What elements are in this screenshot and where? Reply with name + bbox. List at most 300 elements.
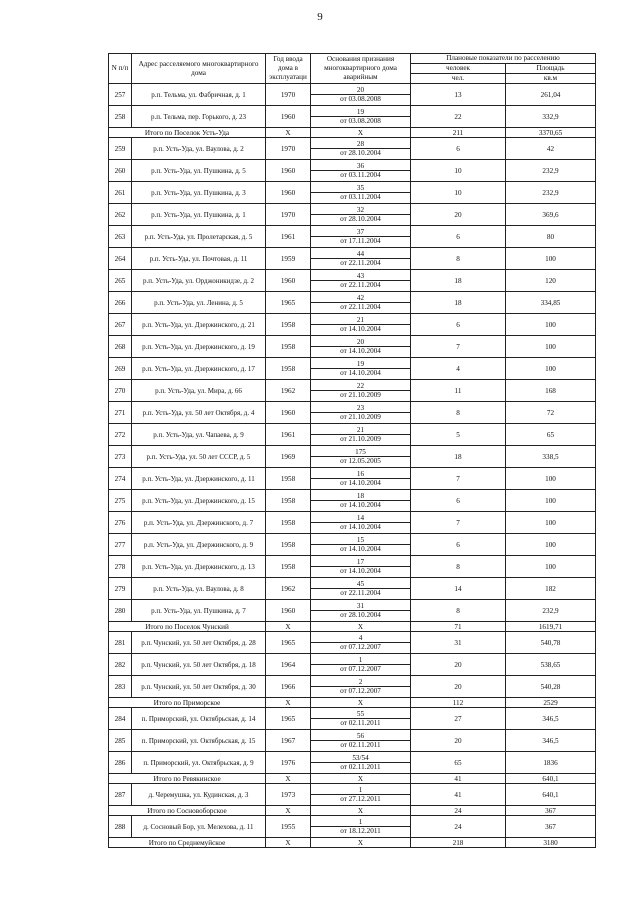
row-area: 100 xyxy=(506,314,596,336)
total-row xyxy=(109,128,596,138)
row-people: 20 xyxy=(411,730,506,752)
row-basis-date: от 28.10.2004 xyxy=(311,215,411,226)
header-basis: Основания признания многоквартирного дома аварийным xyxy=(311,54,411,84)
row-address: р.п. Усть-Уда, ул. Дзержинского, д. 17 xyxy=(132,358,266,380)
row-basis-number: 53/54 xyxy=(311,752,411,763)
table-row xyxy=(109,752,596,763)
row-basis-number: 19 xyxy=(311,106,411,117)
table-row xyxy=(109,730,596,741)
table-row xyxy=(109,248,596,259)
row-people: 11 xyxy=(411,380,506,402)
row-people: 7 xyxy=(411,512,506,534)
total-basis: X xyxy=(311,622,411,632)
row-basis-date: от 18.12.2011 xyxy=(311,827,411,838)
row-area: 100 xyxy=(506,512,596,534)
table-row xyxy=(109,160,596,171)
row-people: 24 xyxy=(411,816,506,838)
row-people: 31 xyxy=(411,632,506,654)
row-basis-number: 45 xyxy=(311,578,411,589)
row-number: 283 xyxy=(109,676,132,698)
table-row xyxy=(109,270,596,281)
total-people: 41 xyxy=(411,774,506,784)
table-row xyxy=(109,226,596,237)
row-basis-number: 35 xyxy=(311,182,411,193)
row-year: 1965 xyxy=(266,292,311,314)
total-label: Итого по Сосновоборское xyxy=(109,806,266,816)
row-number: 277 xyxy=(109,534,132,556)
table-row xyxy=(109,578,596,589)
row-area: 182 xyxy=(506,578,596,600)
row-year: 1964 xyxy=(266,654,311,676)
row-area: 232,9 xyxy=(506,182,596,204)
row-basis-date: от 03.11.2004 xyxy=(311,171,411,182)
row-year: 1958 xyxy=(266,490,311,512)
resettlement-table xyxy=(108,53,596,848)
row-area: 640,1 xyxy=(506,784,596,806)
row-area: 261,04 xyxy=(506,84,596,106)
total-area: 3180 xyxy=(506,838,596,848)
row-area: 334,85 xyxy=(506,292,596,314)
table-row xyxy=(109,380,596,391)
row-basis-date: от 28.10.2004 xyxy=(311,149,411,160)
row-address: р.п. Усть-Уда, ул. Орджоникидзе, д. 2 xyxy=(132,270,266,292)
row-basis-number: 20 xyxy=(311,336,411,347)
row-basis-number: 44 xyxy=(311,248,411,259)
row-year: 1962 xyxy=(266,578,311,600)
table-row xyxy=(109,446,596,457)
total-area: 1619,71 xyxy=(506,622,596,632)
row-address: р.п. Усть-Уда, ул. Дзержинского, д. 9 xyxy=(132,534,266,556)
row-address: р.п. Усть-Уда, ул. Пушкина, д. 3 xyxy=(132,182,266,204)
row-basis-number: 1 xyxy=(311,816,411,827)
row-address: р.п. Усть-Уда, ул. Пушкина, д. 7 xyxy=(132,600,266,622)
row-area: 332,9 xyxy=(506,106,596,128)
row-number: 275 xyxy=(109,490,132,512)
row-area: 100 xyxy=(506,336,596,358)
row-number: 267 xyxy=(109,314,132,336)
row-basis-number: 14 xyxy=(311,512,411,523)
row-basis-date: от 02.11.2011 xyxy=(311,741,411,752)
row-year: 1959 xyxy=(266,248,311,270)
row-basis-date: от 14.10.2004 xyxy=(311,545,411,556)
total-row xyxy=(109,838,596,848)
table-row xyxy=(109,534,596,545)
table-row xyxy=(109,654,596,665)
row-number: 266 xyxy=(109,292,132,314)
row-people: 6 xyxy=(411,490,506,512)
row-basis-date: от 17.11.2004 xyxy=(311,237,411,248)
row-basis-date: от 14.10.2004 xyxy=(311,567,411,578)
total-basis: X xyxy=(311,774,411,784)
total-row xyxy=(109,698,596,708)
row-basis-date: от 14.10.2004 xyxy=(311,523,411,534)
row-basis-number: 42 xyxy=(311,292,411,303)
row-basis-date: от 03.08.2008 xyxy=(311,117,411,128)
row-year: 1965 xyxy=(266,708,311,730)
row-number: 280 xyxy=(109,600,132,622)
table-row xyxy=(109,556,596,567)
header-year: Год ввода дома в эксплуатаци xyxy=(266,54,311,84)
row-address: р.п. Усть-Уда, ул. Дзержинского, д. 11 xyxy=(132,468,266,490)
row-address: р.п. Усть-Уда, ул. Дзержинского, д. 13 xyxy=(132,556,266,578)
row-basis-date: от 14.10.2004 xyxy=(311,325,411,336)
row-basis-number: 175 xyxy=(311,446,411,457)
row-number: 262 xyxy=(109,204,132,226)
total-people: 112 xyxy=(411,698,506,708)
row-number: 265 xyxy=(109,270,132,292)
row-address: р.п. Усть-Уда, ул. Дзержинского, д. 15 xyxy=(132,490,266,512)
row-basis-date: от 21.10.2009 xyxy=(311,413,411,424)
total-year: X xyxy=(266,698,311,708)
row-people: 18 xyxy=(411,292,506,314)
row-year: 1958 xyxy=(266,534,311,556)
row-people: 20 xyxy=(411,676,506,698)
row-basis-date: от 14.10.2004 xyxy=(311,479,411,490)
total-year: X xyxy=(266,838,311,848)
row-address: р.п. Усть-Уда, ул. Мира, д. 66 xyxy=(132,380,266,402)
row-year: 1960 xyxy=(266,182,311,204)
row-year: 1966 xyxy=(266,676,311,698)
table-row xyxy=(109,468,596,479)
row-number: 261 xyxy=(109,182,132,204)
row-basis-date: от 21.10.2009 xyxy=(311,391,411,402)
row-year: 1961 xyxy=(266,424,311,446)
row-basis-date: от 14.10.2004 xyxy=(311,347,411,358)
table-row xyxy=(109,512,596,523)
total-basis: X xyxy=(311,806,411,816)
row-basis-date: от 27.12.2011 xyxy=(311,795,411,806)
row-basis-number: 1 xyxy=(311,784,411,795)
row-area: 540,28 xyxy=(506,676,596,698)
row-address: р.п. Усть-Уда, ул. Пушкина, д. 1 xyxy=(132,204,266,226)
row-basis-number: 32 xyxy=(311,204,411,215)
row-basis-number: 2 xyxy=(311,676,411,687)
row-area: 100 xyxy=(506,490,596,512)
row-people: 8 xyxy=(411,248,506,270)
row-area: 538,65 xyxy=(506,654,596,676)
row-basis-number: 17 xyxy=(311,556,411,567)
row-people: 18 xyxy=(411,270,506,292)
total-people: 71 xyxy=(411,622,506,632)
row-area: 120 xyxy=(506,270,596,292)
header-plan: Плановые показатели по расселению xyxy=(411,54,596,64)
row-address: р.п. Усть-Уда, ул. Пушкина, д. 5 xyxy=(132,160,266,182)
total-basis: X xyxy=(311,838,411,848)
row-address: р.п. Тельма, ул. Фабричная, д. 1 xyxy=(132,84,266,106)
row-year: 1962 xyxy=(266,380,311,402)
row-basis-date: от 03.08.2008 xyxy=(311,95,411,106)
header-number: N п/п xyxy=(109,54,132,84)
total-label: Итого по Приморское xyxy=(109,698,266,708)
row-area: 100 xyxy=(506,556,596,578)
total-label: Итого по Поселок Чунский xyxy=(109,622,266,632)
table-row xyxy=(109,204,596,215)
row-address: р.п. Чунский, ул. 50 лет Октября, д. 18 xyxy=(132,654,266,676)
row-people: 13 xyxy=(411,84,506,106)
row-area: 168 xyxy=(506,380,596,402)
row-number: 263 xyxy=(109,226,132,248)
table-row xyxy=(109,314,596,325)
table-row xyxy=(109,708,596,719)
row-number: 287 xyxy=(109,784,132,806)
row-number: 268 xyxy=(109,336,132,358)
row-basis-number: 56 xyxy=(311,730,411,741)
row-year: 1976 xyxy=(266,752,311,774)
row-year: 1955 xyxy=(266,816,311,838)
row-year: 1969 xyxy=(266,446,311,468)
row-year: 1958 xyxy=(266,468,311,490)
row-year: 1960 xyxy=(266,600,311,622)
row-year: 1958 xyxy=(266,314,311,336)
row-basis-number: 4 xyxy=(311,632,411,643)
row-number: 273 xyxy=(109,446,132,468)
total-label: Итого по Ревякинское xyxy=(109,774,266,784)
row-year: 1960 xyxy=(266,106,311,128)
row-address: р.п. Усть-Уда, ул. Дзержинского, д. 19 xyxy=(132,336,266,358)
row-area: 232,9 xyxy=(506,160,596,182)
row-basis-number: 43 xyxy=(311,270,411,281)
row-address: р.п. Чунский, ул. 50 лет Октября, д. 28 xyxy=(132,632,266,654)
row-area: 100 xyxy=(506,468,596,490)
row-basis-number: 22 xyxy=(311,380,411,391)
row-number: 269 xyxy=(109,358,132,380)
total-area: 367 xyxy=(506,806,596,816)
row-number: 286 xyxy=(109,752,132,774)
row-people: 10 xyxy=(411,160,506,182)
row-year: 1958 xyxy=(266,336,311,358)
row-area: 42 xyxy=(506,138,596,160)
table-row xyxy=(109,600,596,611)
row-year: 1970 xyxy=(266,204,311,226)
total-row xyxy=(109,622,596,632)
row-basis-number: 21 xyxy=(311,314,411,325)
row-number: 258 xyxy=(109,106,132,128)
total-people: 218 xyxy=(411,838,506,848)
total-row xyxy=(109,774,596,784)
table-row xyxy=(109,336,596,347)
row-number: 271 xyxy=(109,402,132,424)
row-area: 100 xyxy=(506,248,596,270)
row-address: р.п. Усть-Уда, ул. Почтовая, д. 11 xyxy=(132,248,266,270)
header-people-unit: чел. xyxy=(411,74,506,84)
total-year: X xyxy=(266,622,311,632)
row-address: д. Сосновый Бор, ул. Мелехова, д. 11 xyxy=(132,816,266,838)
row-year: 1960 xyxy=(266,270,311,292)
row-year: 1973 xyxy=(266,784,311,806)
row-area: 369,6 xyxy=(506,204,596,226)
total-year: X xyxy=(266,128,311,138)
row-number: 278 xyxy=(109,556,132,578)
row-number: 281 xyxy=(109,632,132,654)
row-people: 10 xyxy=(411,182,506,204)
row-people: 41 xyxy=(411,784,506,806)
row-number: 282 xyxy=(109,654,132,676)
row-basis-date: от 14.10.2004 xyxy=(311,369,411,380)
table-row xyxy=(109,358,596,369)
row-basis-date: от 07.12.2007 xyxy=(311,643,411,654)
row-basis-date: от 02.11.2011 xyxy=(311,719,411,730)
row-basis-date: от 03.11.2004 xyxy=(311,193,411,204)
total-year: X xyxy=(266,774,311,784)
row-number: 285 xyxy=(109,730,132,752)
table-row xyxy=(109,292,596,303)
row-address: р.п. Усть-Уда, ул. Чапаева, д. 9 xyxy=(132,424,266,446)
row-basis-date: от 22.11.2004 xyxy=(311,589,411,600)
row-address: р.п. Чунский, ул. 50 лет Октября, д. 30 xyxy=(132,676,266,698)
row-people: 20 xyxy=(411,654,506,676)
row-basis-date: от 02.11.2011 xyxy=(311,763,411,774)
row-number: 288 xyxy=(109,816,132,838)
row-address: р.п. Усть-Уда, ул. 50 лет СССР, д. 5 xyxy=(132,446,266,468)
row-people: 6 xyxy=(411,534,506,556)
row-area: 346,5 xyxy=(506,730,596,752)
total-area: 640,1 xyxy=(506,774,596,784)
row-area: 540,78 xyxy=(506,632,596,654)
row-people: 6 xyxy=(411,138,506,160)
row-address: р.п. Усть-Уда, ул. Ленина, д. 5 xyxy=(132,292,266,314)
row-area: 346,5 xyxy=(506,708,596,730)
row-basis-number: 28 xyxy=(311,138,411,149)
row-area: 232,9 xyxy=(506,600,596,622)
row-people: 27 xyxy=(411,708,506,730)
row-basis-date: от 22.11.2004 xyxy=(311,303,411,314)
row-basis-number: 19 xyxy=(311,358,411,369)
row-basis-date: от 22.11.2004 xyxy=(311,259,411,270)
row-people: 6 xyxy=(411,226,506,248)
row-number: 274 xyxy=(109,468,132,490)
row-area: 100 xyxy=(506,358,596,380)
row-area: 338,5 xyxy=(506,446,596,468)
row-area: 100 xyxy=(506,534,596,556)
row-basis-number: 1 xyxy=(311,654,411,665)
row-address: р.п. Усть-Уда, ул. Пролетарская, д. 5 xyxy=(132,226,266,248)
row-year: 1961 xyxy=(266,226,311,248)
total-label: Итого по Поселок Усть-Уда xyxy=(109,128,266,138)
row-address: п. Приморский, ул. Октябрьская, д. 9 xyxy=(132,752,266,774)
total-people: 24 xyxy=(411,806,506,816)
row-basis-number: 55 xyxy=(311,708,411,719)
total-basis: X xyxy=(311,698,411,708)
table-row xyxy=(109,424,596,435)
row-basis-date: от 14.10.2004 xyxy=(311,501,411,512)
row-year: 1960 xyxy=(266,402,311,424)
table-row xyxy=(109,784,596,795)
table-row xyxy=(109,490,596,501)
page-number: 9 xyxy=(317,11,323,23)
total-area: 3370,65 xyxy=(506,128,596,138)
row-address: д. Черемушка, ул. Кудинская, д. 3 xyxy=(132,784,266,806)
table-row xyxy=(109,402,596,413)
row-number: 259 xyxy=(109,138,132,160)
row-basis-number: 18 xyxy=(311,490,411,501)
row-number: 272 xyxy=(109,424,132,446)
row-area: 65 xyxy=(506,424,596,446)
row-basis-number: 23 xyxy=(311,402,411,413)
row-basis-date: от 28.10.2004 xyxy=(311,611,411,622)
table-body xyxy=(109,84,596,848)
row-address: р.п. Усть-Уда, ул. 50 лет Октября, д. 4 xyxy=(132,402,266,424)
header-address: Адрес расселяемого многоквартирного дома xyxy=(132,54,266,84)
table-row xyxy=(109,84,596,95)
row-number: 270 xyxy=(109,380,132,402)
row-people: 14 xyxy=(411,578,506,600)
row-people: 20 xyxy=(411,204,506,226)
row-area: 367 xyxy=(506,816,596,838)
table-row xyxy=(109,816,596,827)
row-basis-date: от 21.10.2009 xyxy=(311,435,411,446)
row-address: п. Приморский, ул. Октябрьская, д. 15 xyxy=(132,730,266,752)
row-address: р.п. Усть-Уда, ул. Дзержинского, д. 21 xyxy=(132,314,266,336)
total-basis: X xyxy=(311,128,411,138)
total-area: 2529 xyxy=(506,698,596,708)
row-number: 264 xyxy=(109,248,132,270)
row-basis-number: 37 xyxy=(311,226,411,237)
row-number: 279 xyxy=(109,578,132,600)
row-basis-date: от 07.12.2007 xyxy=(311,687,411,698)
row-people: 18 xyxy=(411,446,506,468)
row-address: п. Приморский, ул. Октябрьская, д. 14 xyxy=(132,708,266,730)
row-address: р.п. Усть-Уда, ул. Дзержинского, д. 7 xyxy=(132,512,266,534)
row-number: 257 xyxy=(109,84,132,106)
row-area: 1836 xyxy=(506,752,596,774)
row-basis-number: 36 xyxy=(311,160,411,171)
table-row xyxy=(109,106,596,117)
row-year: 1970 xyxy=(266,138,311,160)
row-year: 1967 xyxy=(266,730,311,752)
total-people: 211 xyxy=(411,128,506,138)
row-people: 8 xyxy=(411,402,506,424)
row-people: 7 xyxy=(411,336,506,358)
row-year: 1958 xyxy=(266,358,311,380)
row-people: 5 xyxy=(411,424,506,446)
row-basis-number: 15 xyxy=(311,534,411,545)
table-row xyxy=(109,138,596,149)
row-basis-number: 31 xyxy=(311,600,411,611)
table-row xyxy=(109,632,596,643)
total-label: Итого по Среднемуйское xyxy=(109,838,266,848)
row-area: 80 xyxy=(506,226,596,248)
row-address: р.п. Усть-Уда, ул. Ваулова, д. 2 xyxy=(132,138,266,160)
row-basis-number: 16 xyxy=(311,468,411,479)
row-people: 8 xyxy=(411,600,506,622)
row-number: 276 xyxy=(109,512,132,534)
row-people: 4 xyxy=(411,358,506,380)
total-row xyxy=(109,806,596,816)
header-area-unit: кв.м xyxy=(506,74,596,84)
header-area: Площадь xyxy=(506,64,596,74)
row-people: 7 xyxy=(411,468,506,490)
row-year: 1965 xyxy=(266,632,311,654)
header-people: человек xyxy=(411,64,506,74)
row-year: 1960 xyxy=(266,160,311,182)
row-people: 8 xyxy=(411,556,506,578)
row-number: 284 xyxy=(109,708,132,730)
table-row xyxy=(109,182,596,193)
table-row xyxy=(109,676,596,687)
row-basis-date: от 12.05.2005 xyxy=(311,457,411,468)
row-people: 22 xyxy=(411,106,506,128)
row-people: 65 xyxy=(411,752,506,774)
row-basis-number: 20 xyxy=(311,84,411,95)
row-people: 6 xyxy=(411,314,506,336)
row-year: 1958 xyxy=(266,556,311,578)
row-address: р.п. Усть-Уда, ул. Ваулова, д. 8 xyxy=(132,578,266,600)
row-year: 1958 xyxy=(266,512,311,534)
row-area: 72 xyxy=(506,402,596,424)
total-year: X xyxy=(266,806,311,816)
row-year: 1970 xyxy=(266,84,311,106)
row-basis-date: от 22.11.2004 xyxy=(311,281,411,292)
